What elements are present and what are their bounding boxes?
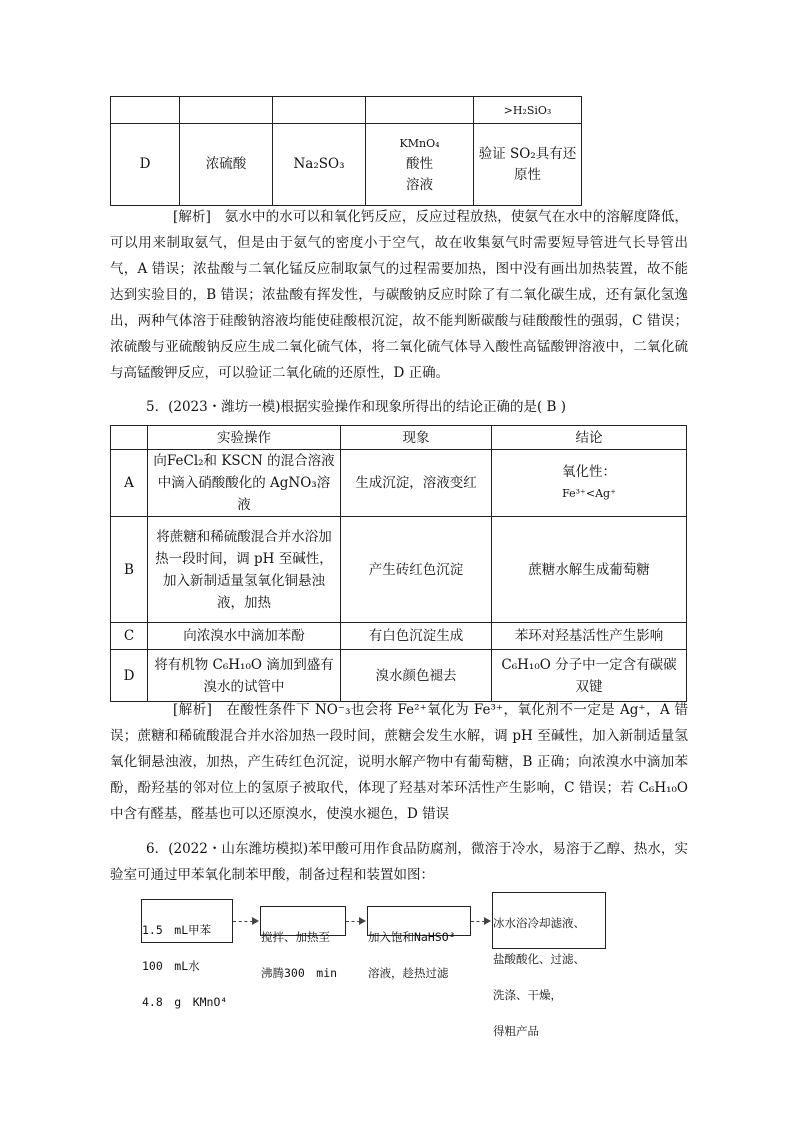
- flow-line: 冰水浴冷却滤液、: [493, 916, 585, 930]
- phenomenon-cell: 产生砖红色沉淀: [341, 517, 492, 623]
- reagent-line: 酸性: [406, 156, 433, 172]
- operation-cell: 将蔗糖和稀硫酸混合并水浴加热一段时间，调 pH 至碱性，加入新制适量氢氧化铜悬浊液，加热: [148, 517, 341, 623]
- row-label: D: [111, 650, 148, 702]
- reagent-line: KMnO₄: [399, 137, 440, 150]
- row-label: A: [111, 450, 148, 517]
- table-cell: [180, 97, 273, 124]
- flow-arrow: [233, 921, 253, 922]
- analysis-paragraph: [解析] 氨水中的水可以和氧化钙反应，反应过程放热，使氨气在水中的溶解度降低，可以用来制取氨气，但是由于氨气的密度小于空气，故在收集氨气时需要短导管进气长导管出气，A 错误；浓盐酸与二氧化锰反应制取氯气的过程需要加热，图中没有画出加热装置，故不能达到实验目的，B 错误；浓盐酸有挥发性，与碳酸钠反应时除了有二氧化碳生成，还有氯化氢逸出，两种气体溶于硅酸钠溶液均能使硅酸根沉淀，故不能判断碳酸与硅酸酸性的强弱，C 错误；浓硫酸与亚硫酸钠反应生成二氧化硫气体，将二氧化硫气体导入酸性高锰酸钾溶液中，二氧化硫与高锰酸钾反应，可以验证二氧化硫的还原性，D 正确。: [110, 209, 688, 381]
- flow-arrow: [471, 921, 485, 922]
- flow-line: 盐酸酸化、过滤、: [493, 952, 585, 966]
- table-row: [111, 650, 687, 702]
- reagent-cell: Na₂SO₃: [273, 124, 366, 206]
- purpose-cell: [474, 124, 582, 206]
- flow-line: 溶液，趁热过滤: [368, 966, 449, 980]
- table-cell: >H₂SiO₃: [474, 97, 582, 124]
- table-row: [111, 623, 687, 650]
- flow-box-product: [492, 892, 606, 1038]
- flow-line: 4.8 g KMnO⁴: [142, 995, 228, 1009]
- experiment-table-top: [110, 96, 582, 206]
- flow-line: 加入饱和NaHSO³: [368, 930, 456, 944]
- table-header: [111, 426, 148, 450]
- phenomenon-cell: 溴水颜色褪去: [341, 650, 492, 702]
- flow-box-heat: [260, 906, 346, 980]
- table-row: [111, 450, 687, 517]
- flow-box-reagents: [141, 899, 233, 1009]
- flow-line: 得粗产品: [493, 1024, 539, 1038]
- conclusion-cell: [492, 450, 687, 517]
- flow-box-filter: [367, 906, 471, 980]
- reagent-cell: 浓硫酸: [180, 124, 273, 206]
- phenomenon-cell: 有白色沉淀生成: [341, 623, 492, 650]
- question-stem: 5．(2023・潍坊一模)根据实验操作和现象所得出的结论正确的是( B ): [146, 399, 567, 415]
- operation-cell: 将有机物 C₆H₁₀O 滴加到盛有溴水的试管中: [148, 650, 341, 702]
- table-header: 实验操作: [148, 426, 341, 450]
- row-label: B: [111, 517, 148, 623]
- reagent-line: 溶液: [406, 177, 433, 193]
- conclusion-cell: C₆H₁₀O 分子中一定含有碳碳双键: [492, 650, 687, 702]
- row-label: D: [111, 124, 180, 206]
- operation-cell: 向浓溴水中滴加苯酚: [148, 623, 341, 650]
- arrowhead-icon: [359, 917, 366, 925]
- flow-line: 100 mL水: [142, 959, 200, 973]
- question-table: [110, 425, 687, 702]
- table-header: 结论: [492, 426, 687, 450]
- analysis-paragraph: [解析] 在酸性条件下 NO⁻₃也会将 Fe²⁺氧化为 Fe³⁺，氧化剂不一定是 Ag⁺，A 错误；蔗糖和稀硫酸混合并水浴加热一段时间，蔗糖会发生水解，调 pH 至碱性，加入新制适量氢氧化铜悬浊液，加热，产生砖红色沉淀，说明水解产物中有葡萄糖，B 正确；向浓溴水中滴加苯酚，酚羟基的邻对位上的氢原子被取代，体现了羟基对苯环活性产生影响，C 错误；若 C₆H₁₀O 中含有醛基，醛基也可以还原溴水，使溴水褪色，D 错误: [110, 702, 688, 822]
- operation-cell: 向FeCl₂和 KSCN 的混合溶液中滴入硝酸酸化的 AgNO₃溶液: [148, 450, 341, 517]
- table-cell: [111, 97, 180, 124]
- flow-line: 沸腾300 min: [261, 966, 338, 980]
- purpose-line: 原性: [514, 166, 541, 183]
- conclusion-cell: 苯环对羟基活性产生影响: [492, 623, 687, 650]
- phenomenon-cell: 生成沉淀，溶液变红: [341, 450, 492, 517]
- flow-line: 洗涤、干燥，: [493, 988, 562, 1002]
- conclusion-line: Fe³⁺<Ag⁺: [562, 487, 616, 500]
- conclusion-cell: 蔗糖水解生成葡萄糖: [492, 517, 687, 623]
- arrowhead-icon: [252, 917, 259, 925]
- row-label: C: [111, 623, 148, 650]
- purpose-line: 验证 SO₂具有还: [478, 145, 577, 162]
- question-stem: 6．(2022・山东潍坊模拟)苯甲酸可用作食品防腐剂，微溶于冷水，易溶于乙醇、热水，实验室可通过甲苯氧化制苯甲酸，制备过程和装置如图：: [110, 841, 688, 883]
- flow-line: 搅拌、加热至: [261, 930, 330, 944]
- table-header: 现象: [341, 426, 492, 450]
- table-cell: [366, 97, 474, 124]
- table-cell: [273, 97, 366, 124]
- conclusion-line: 氧化性：: [562, 464, 616, 480]
- flow-arrow: [346, 921, 360, 922]
- table-row: [111, 517, 687, 623]
- reagent-cell: [366, 124, 474, 206]
- arrowhead-icon: [484, 917, 491, 925]
- flow-line: 1.5 mL甲苯: [142, 923, 212, 937]
